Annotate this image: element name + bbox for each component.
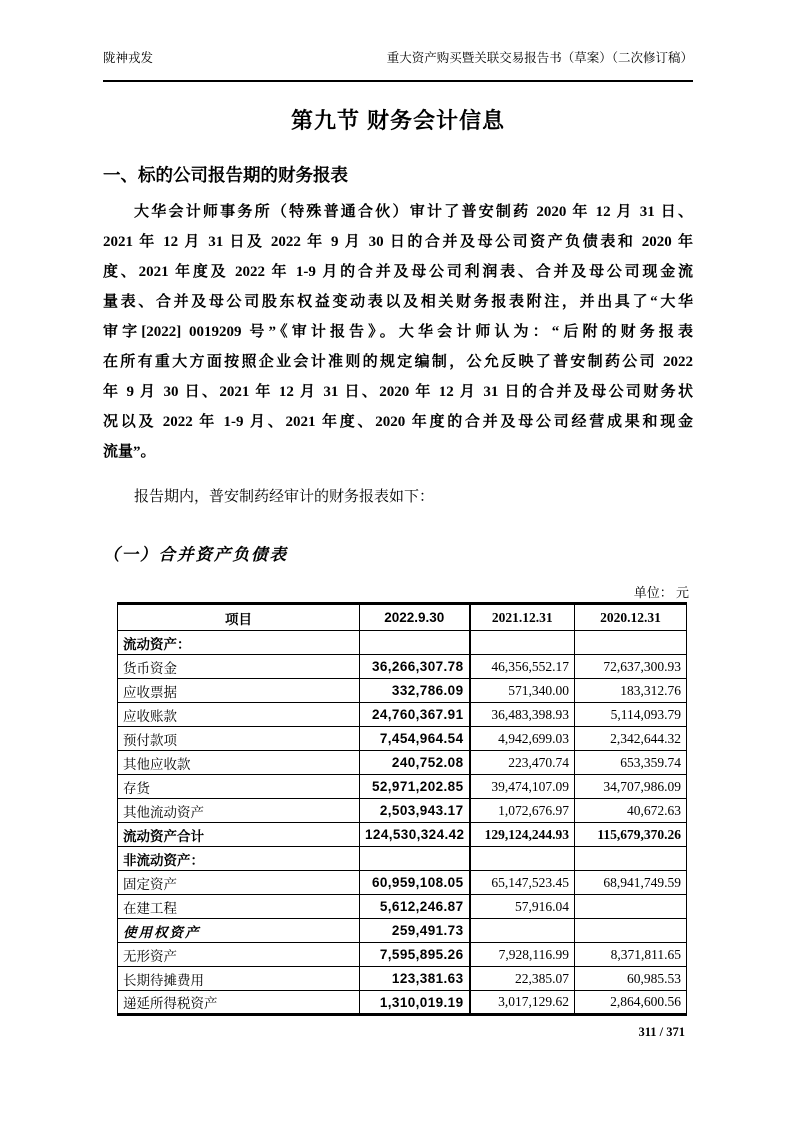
cell-value: 72,637,300.93 xyxy=(575,655,687,679)
cell-value: 5,114,093.79 xyxy=(575,703,687,727)
cell-value: 46,356,552.17 xyxy=(470,655,575,679)
cell-value: 22,385.07 xyxy=(470,967,575,991)
section-heading: 一、标的公司报告期的财务报表 xyxy=(103,165,348,185)
cell-value: 115,679,370.26 xyxy=(575,823,687,847)
cell-value: 240,752.08 xyxy=(360,751,470,775)
cell-value: 65,147,523.45 xyxy=(470,871,575,895)
cell-value: 1,072,676.97 xyxy=(470,799,575,823)
table-row xyxy=(118,895,687,919)
table-row xyxy=(118,991,687,1015)
row-label: 其他应收款 xyxy=(118,751,360,775)
unit-label: 单位： 元 xyxy=(633,585,689,600)
cell-value xyxy=(360,631,470,655)
table-row-subtotal xyxy=(118,823,687,847)
cell-value: 34,707,986.09 xyxy=(575,775,687,799)
cell-value: 259,491.73 xyxy=(360,919,470,943)
cell-value: 7,595,895.26 xyxy=(360,943,470,967)
column-header-item: 项目 xyxy=(118,604,360,631)
cell-value: 68,941,749.59 xyxy=(575,871,687,895)
row-label: 非流动资产： xyxy=(118,847,360,871)
paragraph-line: 流量”。 xyxy=(103,444,156,460)
cell-value xyxy=(470,631,575,655)
cell-value: 36,266,307.78 xyxy=(360,655,470,679)
cell-value: 7,454,964.54 xyxy=(360,727,470,751)
cell-value: 653,359.74 xyxy=(575,751,687,775)
cell-value: 8,371,811.65 xyxy=(575,943,687,967)
table-row xyxy=(118,775,687,799)
subsection-heading: （一）合并资产负债表 xyxy=(103,545,288,564)
paragraph-line: 况以及 2022 年 1-9 月、2021 年度、2020 年度的合并及母公司经营成果和现金 xyxy=(103,414,693,430)
running-header xyxy=(103,50,693,82)
cell-value xyxy=(575,847,687,871)
cell-value xyxy=(360,847,470,871)
cell-value xyxy=(575,895,687,919)
paragraph-line: 度、2021 年度及 2022 年 1-9 月的合并及母公司利润表、合并及母公司现金流 xyxy=(103,264,693,280)
column-header-2021-12-31: 2021.12.31 xyxy=(470,604,575,631)
cell-value xyxy=(470,847,575,871)
cell-value xyxy=(575,631,687,655)
row-label: 递延所得税资产 xyxy=(118,991,360,1015)
table-row xyxy=(118,799,687,823)
table-row xyxy=(118,679,687,703)
cell-value: 36,483,398.93 xyxy=(470,703,575,727)
table-header-row xyxy=(118,604,687,631)
row-label: 在建工程 xyxy=(118,895,360,919)
row-label: 预付款项 xyxy=(118,727,360,751)
chapter-title: 第九节 财务会计信息 xyxy=(290,108,506,133)
column-header-2020-12-31: 2020.12.31 xyxy=(575,604,687,631)
cell-value: 4,942,699.03 xyxy=(470,727,575,751)
table-row xyxy=(118,871,687,895)
paragraph-line: 年 9 月 30 日、2021 年 12 月 31 日、2020 年 12 月 31 日的合并及母公司财务状 xyxy=(103,384,693,400)
cell-value xyxy=(470,919,575,943)
row-label: 其他流动资产 xyxy=(118,799,360,823)
paragraph-line: 在所有重大方面按照企业会计准则的规定编制，公允反映了普安制药公司 2022 xyxy=(103,354,693,370)
cell-value xyxy=(575,919,687,943)
balance-sheet-table xyxy=(117,602,687,1016)
table-row xyxy=(118,943,687,967)
table-row xyxy=(118,751,687,775)
cell-value: 57,916.04 xyxy=(470,895,575,919)
cell-value: 7,928,116.99 xyxy=(470,943,575,967)
cell-value: 5,612,246.87 xyxy=(360,895,470,919)
table-row xyxy=(118,727,687,751)
row-label: 货币资金 xyxy=(118,655,360,679)
row-label: 长期待摊费用 xyxy=(118,967,360,991)
row-label: 无形资产 xyxy=(118,943,360,967)
table-row xyxy=(118,919,687,943)
running-header-right: 重大资产购买暨关联交易报告书（草案）（二次修订稿） xyxy=(386,51,693,65)
table-row xyxy=(118,703,687,727)
cell-value: 24,760,367.91 xyxy=(360,703,470,727)
cell-value: 2,503,943.17 xyxy=(360,799,470,823)
table-row xyxy=(118,631,687,655)
cell-value: 183,312.76 xyxy=(575,679,687,703)
cell-value: 39,474,107.09 xyxy=(470,775,575,799)
cell-value: 332,786.09 xyxy=(360,679,470,703)
cell-value: 60,985.53 xyxy=(575,967,687,991)
cell-value: 223,470.74 xyxy=(470,751,575,775)
paragraph-line: 大华会计师事务所（特殊普通合伙）审计了普安制药 2020 年 12 月 31 日、 xyxy=(134,204,693,220)
cell-value: 40,672.63 xyxy=(575,799,687,823)
table-row xyxy=(118,847,687,871)
row-label: 存货 xyxy=(118,775,360,799)
row-label: 流动资产： xyxy=(118,631,360,655)
running-header-left: 陇神戎发 xyxy=(103,51,154,65)
paragraph-line: 量表、合并及母公司股东权益变动表以及相关财务报表附注，并出具了“大华 xyxy=(103,294,693,310)
cell-value: 3,017,129.62 xyxy=(470,991,575,1015)
column-header-2022-9-30: 2022.9.30 xyxy=(360,604,470,631)
cell-value: 123,381.63 xyxy=(360,967,470,991)
intro-paragraph: 报告期内，普安制药经审计的财务报表如下： xyxy=(134,489,435,505)
cell-value: 571,340.00 xyxy=(470,679,575,703)
page-number: 311 / 371 xyxy=(638,1025,685,1039)
table-row xyxy=(118,655,687,679)
cell-value: 52,971,202.85 xyxy=(360,775,470,799)
row-label: 使用权资产 xyxy=(118,919,360,943)
paragraph-line: 审字[2022] 0019209 号”《审计报告》。大华会计师认为：“后附的财务报表 xyxy=(103,324,693,340)
row-label: 应收票据 xyxy=(118,679,360,703)
paragraph-line: 2021 年 12 月 31 日及 2022 年 9 月 30 日的合并及母公司资产负债表和 2020 年 xyxy=(103,234,693,250)
row-label: 应收账款 xyxy=(118,703,360,727)
cell-value: 1,310,019.19 xyxy=(360,991,470,1015)
audit-paragraph xyxy=(103,197,693,467)
cell-value: 60,959,108.05 xyxy=(360,871,470,895)
row-label: 流动资产合计 xyxy=(118,823,360,847)
cell-value: 124,530,324.42 xyxy=(360,823,470,847)
cell-value: 129,124,244.93 xyxy=(470,823,575,847)
cell-value: 2,342,644.32 xyxy=(575,727,687,751)
row-label: 固定资产 xyxy=(118,871,360,895)
table-row xyxy=(118,967,687,991)
cell-value: 2,864,600.56 xyxy=(575,991,687,1015)
